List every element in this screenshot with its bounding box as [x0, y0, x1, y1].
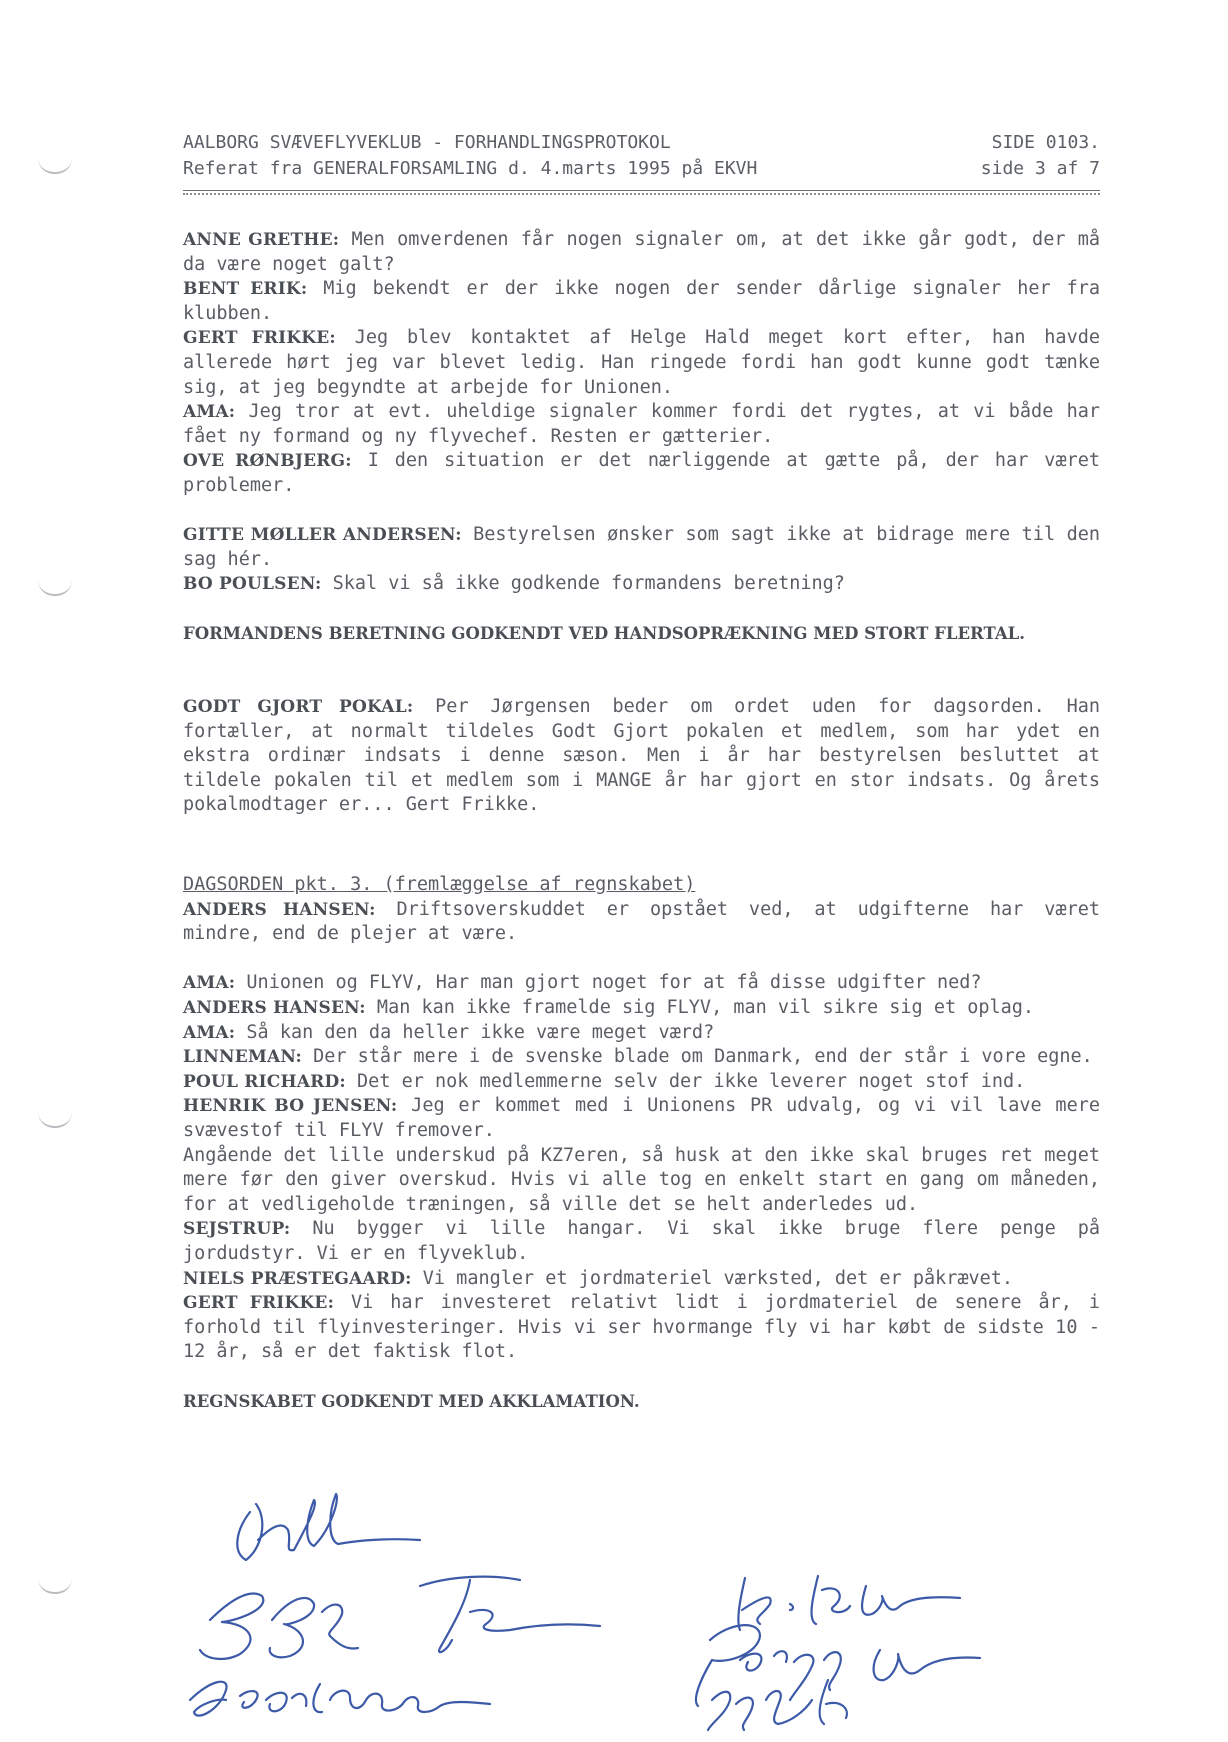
signature-4 — [190, 1682, 490, 1716]
speaker-name: BO POULSEN: — [183, 574, 322, 595]
speaker-name: LINNEMAN: — [183, 1047, 302, 1068]
speaker-name: ANDERS HANSEN: — [183, 899, 376, 920]
speaker-name: ANDERS HANSEN: — [183, 998, 366, 1019]
entry-text: I den situation er det nærliggende at gætte på, der har været problemer. — [183, 450, 1100, 496]
header-subtitle: Referat fra GENERALFORSAMLING d. 4.marts 1995 på EKVH — [183, 158, 758, 179]
entry-text: Skal vi så ikke godkende formandens beretning? — [321, 573, 845, 595]
speaker-name: ANNE GRETHE: — [183, 230, 340, 250]
resolution-approved-report: FORMANDENS BERETNING GODKENDT VED HANDSOPRÆKNING MED STORT FLERTAL. — [183, 623, 1025, 643]
speaker-name: SEJSTRUP: — [183, 1219, 291, 1240]
entry-text: Bestyrelsen ønsker som sagt ikke at bidrage mere til den sag hér. — [183, 524, 1100, 570]
entry-text: Der står mere i de svenske blade om Danmark, end der står i vore egne. — [301, 1046, 1093, 1068]
header-title: AALBORG SVÆVEFLYVEKLUB - FORHANDLINGSPROTOKOL — [183, 132, 671, 153]
signature-2 — [200, 1593, 358, 1658]
entry-text: Jeg tror at evt. uheldige signaler kommer fordi det rygtes, at vi både har fået ny formand og ny flyvechef. Resten er gætterier. — [183, 401, 1100, 447]
speaker-name: GITTE MØLLER ANDERSEN: — [183, 525, 462, 546]
entry-text: Per Jørgensen beder om ordet uden for dagsorden. Han fortæller, at normalt tildeles Godt Gjort pokalen et medlem, som har ydet en ekstra ordinær indsats i denne sæson. Men i år har bestyrelsen besluttet at tildele pokalen til et medlem som i MANGE år har gjort en stor indsats. Og årets pokalmodtager er... Gert Frikke. — [183, 696, 1101, 816]
entry-text: Det er nok medlemmerne selv der ikke leverer noget stof ind. — [345, 1070, 1026, 1092]
entry-text: Mig bekendt er der ikke nogen der sender dårlige signaler her fra klubben. — [183, 278, 1100, 324]
entry-text: Nu bygger vi lille hangar. Vi skal ikke bruge flere penge på jordudstyr. Vi er en flyveklub. — [183, 1218, 1100, 1264]
entry-text: Så kan den da heller ikke være meget værd? — [235, 1021, 715, 1043]
entry-text: Angående det lille underskud på KZ7eren, så husk at den ikke skal bruges ret meget mere før den giver overskud. Hvis vi alle tog en enkelt start en gang om måneden, for at vedligeholde træningen, så ville det se helt anderledes ud. — [183, 1144, 1100, 1215]
entry-text: Vi mangler et jordmateriel værksted, det er påkrævet. — [411, 1267, 1014, 1289]
signature-1 — [237, 1494, 420, 1560]
header-page-number: SIDE 0103. — [991, 132, 1100, 153]
entry-text: Men omverdenen får nogen signaler om, at det ikke går godt, der må da være noget galt? — [183, 229, 1100, 275]
entry-text: Driftsoverskuddet er opstået ved, at udgifterne har været mindre, end de plejer at være. — [183, 898, 1100, 945]
signature-6 — [696, 1625, 980, 1706]
speaker-name: AMA: — [183, 973, 236, 994]
speaker-name: HENRIK BO JENSEN: — [183, 1096, 398, 1117]
agenda-heading: DAGSORDEN pkt. 3. (fremlæggelse af regnskabet) — [183, 874, 696, 896]
entry-text: Unionen og FLYV, Har man gjort noget for at få disse udgifter ned? — [235, 972, 982, 994]
speaker-name: GODT GJORT POKAL: — [183, 697, 414, 718]
entry-text: Jeg er kommet med i Unionens PR udvalg, og vi vil lave mere svævestof til FLYV fremover. — [183, 1095, 1100, 1141]
speaker-name: AMA: — [183, 402, 236, 423]
signature-3 — [420, 1577, 600, 1653]
signature-5 — [738, 1576, 960, 1630]
speaker-name: NIELS PRÆSTEGAARD: — [183, 1268, 412, 1289]
entry-text: Jeg blev kontaktet af Helge Hald meget kort efter, han havde allerede hørt jeg var blevet ledig. Han ringede fordi han godt kunne godt tænke sig, at jeg begyndte at arbejde for Unionen. — [183, 327, 1100, 398]
speaker-name: OVE RØNBJERG: — [183, 451, 352, 472]
speaker-name: GERT FRIKKE: — [183, 328, 336, 349]
resolution-approved-accounts: REGNSKABET GODKENDT MED AKKLAMATION. — [183, 1391, 640, 1411]
signature-7 — [708, 1680, 847, 1730]
speaker-name: GERT FRIKKE: — [183, 1293, 335, 1314]
header-page-count: side 3 af 7 — [980, 158, 1100, 179]
speaker-name: AMA: — [183, 1022, 236, 1043]
entry-text: Vi har investeret relativt lidt i jordmateriel de senere år, i forhold til flyinvesteringer. Hvis vi ser hvormange fly vi har købt de sidste 10 - 12 år, så er det faktisk flot. — [183, 1292, 1100, 1363]
entry-text: Man kan ikke framelde sig FLYV, man vil sikre sig et oplag. — [365, 997, 1035, 1019]
speaker-name: BENT ERIK: — [183, 279, 308, 300]
speaker-name: POUL RICHARD: — [183, 1071, 346, 1092]
